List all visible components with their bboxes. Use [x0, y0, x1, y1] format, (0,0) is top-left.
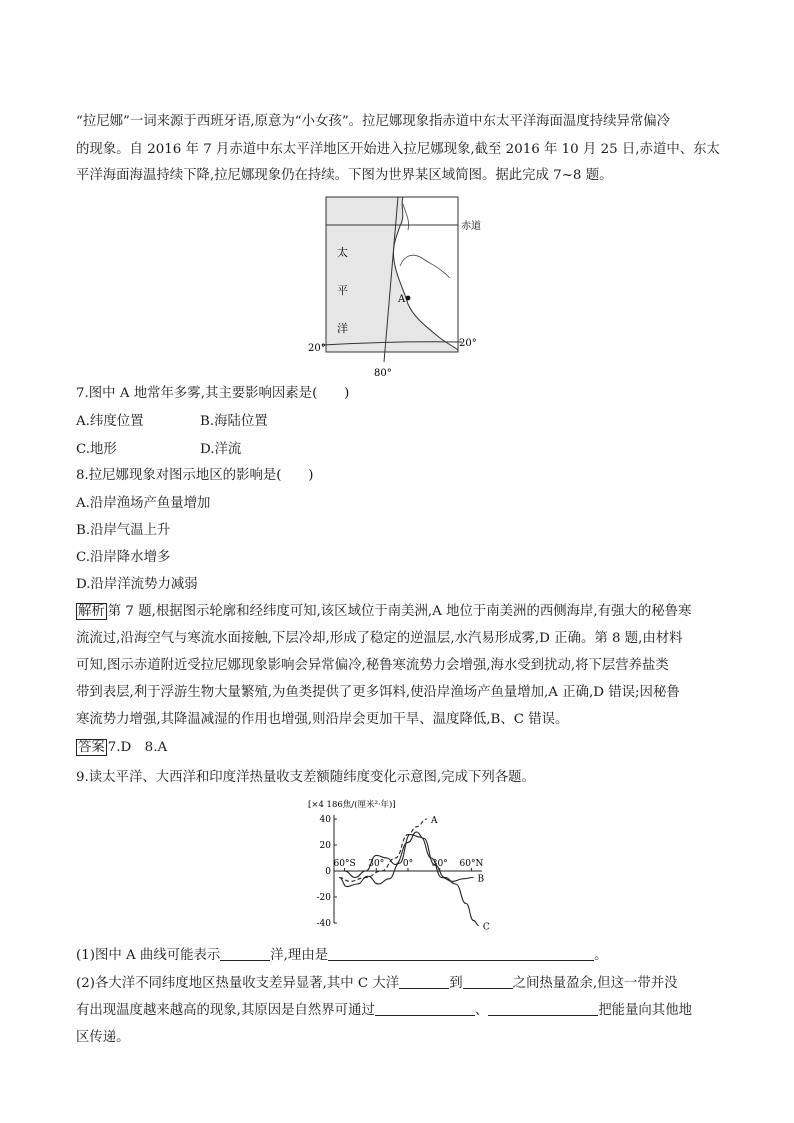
q9-part2-line1: (2)各大洋不同纬度地区热量收支差异显著,其中 C 大洋 到 之间热量盈余,但这一带并没 [76, 976, 678, 991]
region-map [300, 190, 500, 382]
x-tick-label: 0° [402, 859, 414, 869]
y-tick-label: 0 [325, 867, 331, 877]
x-tick-label: 30° [368, 859, 385, 869]
q8-stem: 8.拉尼娜现象对图示地区的影响是( ) [76, 468, 314, 483]
ocean-char-2: 平 [337, 284, 348, 297]
analysis-line-4: 带到表层,利于浮游生物大量繁殖,为鱼类提供了更多饵料,使沿岸渔场产鱼量增加,A 正确,D 错误;因秘鲁 [76, 685, 680, 700]
q7-option-a: A.纬度位置 [76, 414, 144, 429]
series-line-a [339, 819, 427, 881]
q7-option-c: C.地形 [76, 442, 117, 457]
lat-label-right: 20° [459, 338, 477, 349]
series-label-b: B [477, 874, 485, 885]
x-tick-label: 30° [431, 859, 448, 869]
x-tick-label: 60°S [333, 859, 356, 869]
analysis-tag: 解析 [78, 604, 105, 619]
point-a-label: A [398, 294, 406, 305]
y-tick-label: 20 [319, 841, 331, 851]
series-line-c [345, 832, 479, 926]
answer-blank[interactable] [375, 1001, 475, 1016]
q8-option-a: A.沿岸渔场产鱼量增加 [76, 496, 211, 511]
ocean-char-1: 太 [337, 246, 348, 259]
answer-line: 答案 7.D 8.A [78, 740, 168, 755]
series-label-c: C [482, 922, 490, 933]
y-tick-label: 40 [319, 815, 331, 825]
ocean-char-3: 洋 [337, 322, 348, 335]
analysis-line-2: 流流过,沿海空气与寒流水面接触,下层冷却,形成了稳定的逆温层,水汽易形成雾,D 正确。第 8 题,由材料 [76, 631, 683, 646]
analysis-line-3: 可知,图示赤道附近受拉尼娜现象影响会异常偏冷,秘鲁寒流势力会增强,海水受到扰动,将下层营养盐类 [76, 658, 669, 673]
q8-option-b: B.沿岸气温上升 [76, 523, 171, 538]
answer-blank[interactable] [220, 946, 270, 961]
answer-blank[interactable] [463, 974, 513, 989]
q9-part1: (1)图中 A 曲线可能表示 洋,理由是 。 [76, 948, 608, 963]
q9-part2-line3: 区传递。 [76, 1030, 130, 1045]
q7-option-b: B.海陆位置 [200, 414, 268, 429]
q7-option-d: D.洋流 [200, 442, 242, 457]
q9-stem: 9.读太平洋、大西洋和印度洋热量收支差额随纬度变化示意图,完成下列各题。 [76, 770, 535, 785]
answer-blank[interactable] [488, 1001, 598, 1016]
y-tick-label: -20 [316, 893, 331, 903]
lat-label-left: 20° [308, 343, 326, 354]
q8-option-d: D.沿岸洋流势力减弱 [76, 577, 198, 592]
q7-stem: 7.图中 A 地常年多雾,其主要影响因素是( ) [76, 386, 350, 401]
x-tick-label: 60°N [459, 859, 484, 869]
q9-part2-line2: 有出现温度越来越高的现象,其原因是自然界可通过 、 把能量向其他地 [76, 1003, 692, 1018]
chart-unit-label: [×4 186焦/(厘米²·年)] [308, 800, 396, 810]
equator-label: 赤道 [461, 221, 481, 232]
analysis-line-1: 解析 第 7 题,根据图示轮廓和经纬度可知,该区域位于南美洲,A 地位于南美洲的西侧海岸,有强大的秘鲁寒 [78, 604, 692, 619]
point-a-marker [406, 296, 411, 301]
lon-label: 80° [374, 368, 392, 379]
y-tick-label: -40 [316, 919, 331, 929]
answer-tag: 答案 [78, 740, 105, 755]
series-label-a: A [431, 816, 438, 826]
answer-blank[interactable] [399, 974, 449, 989]
analysis-line-5: 寒流势力增强,其降温减湿的作用也增强,则沿岸会更加干旱、温度降低,B、C 错误。 [76, 712, 569, 727]
answer-blank[interactable] [328, 946, 594, 961]
q8-option-c: C.沿岸降水增多 [76, 550, 171, 565]
intro-line-3: 平洋海面海温持续下降,拉尼娜现象仍在持续。下图为世界某区域简图。据此完成 7~8 题。 [76, 168, 613, 183]
intro-line-2: 的现象。自 2016 年 7 月赤道中东太平洋地区开始进入拉尼娜现象,截至 2016 年 10 月 25 日,赤道中、东太 [76, 142, 720, 157]
heat-balance-chart [300, 795, 500, 940]
intro-line-1: “拉尼娜”一词来源于西班牙语,原意为“小女孩”。拉尼娜现象指赤道中东太平洋海面温度持续异常偏冷 [76, 114, 671, 129]
